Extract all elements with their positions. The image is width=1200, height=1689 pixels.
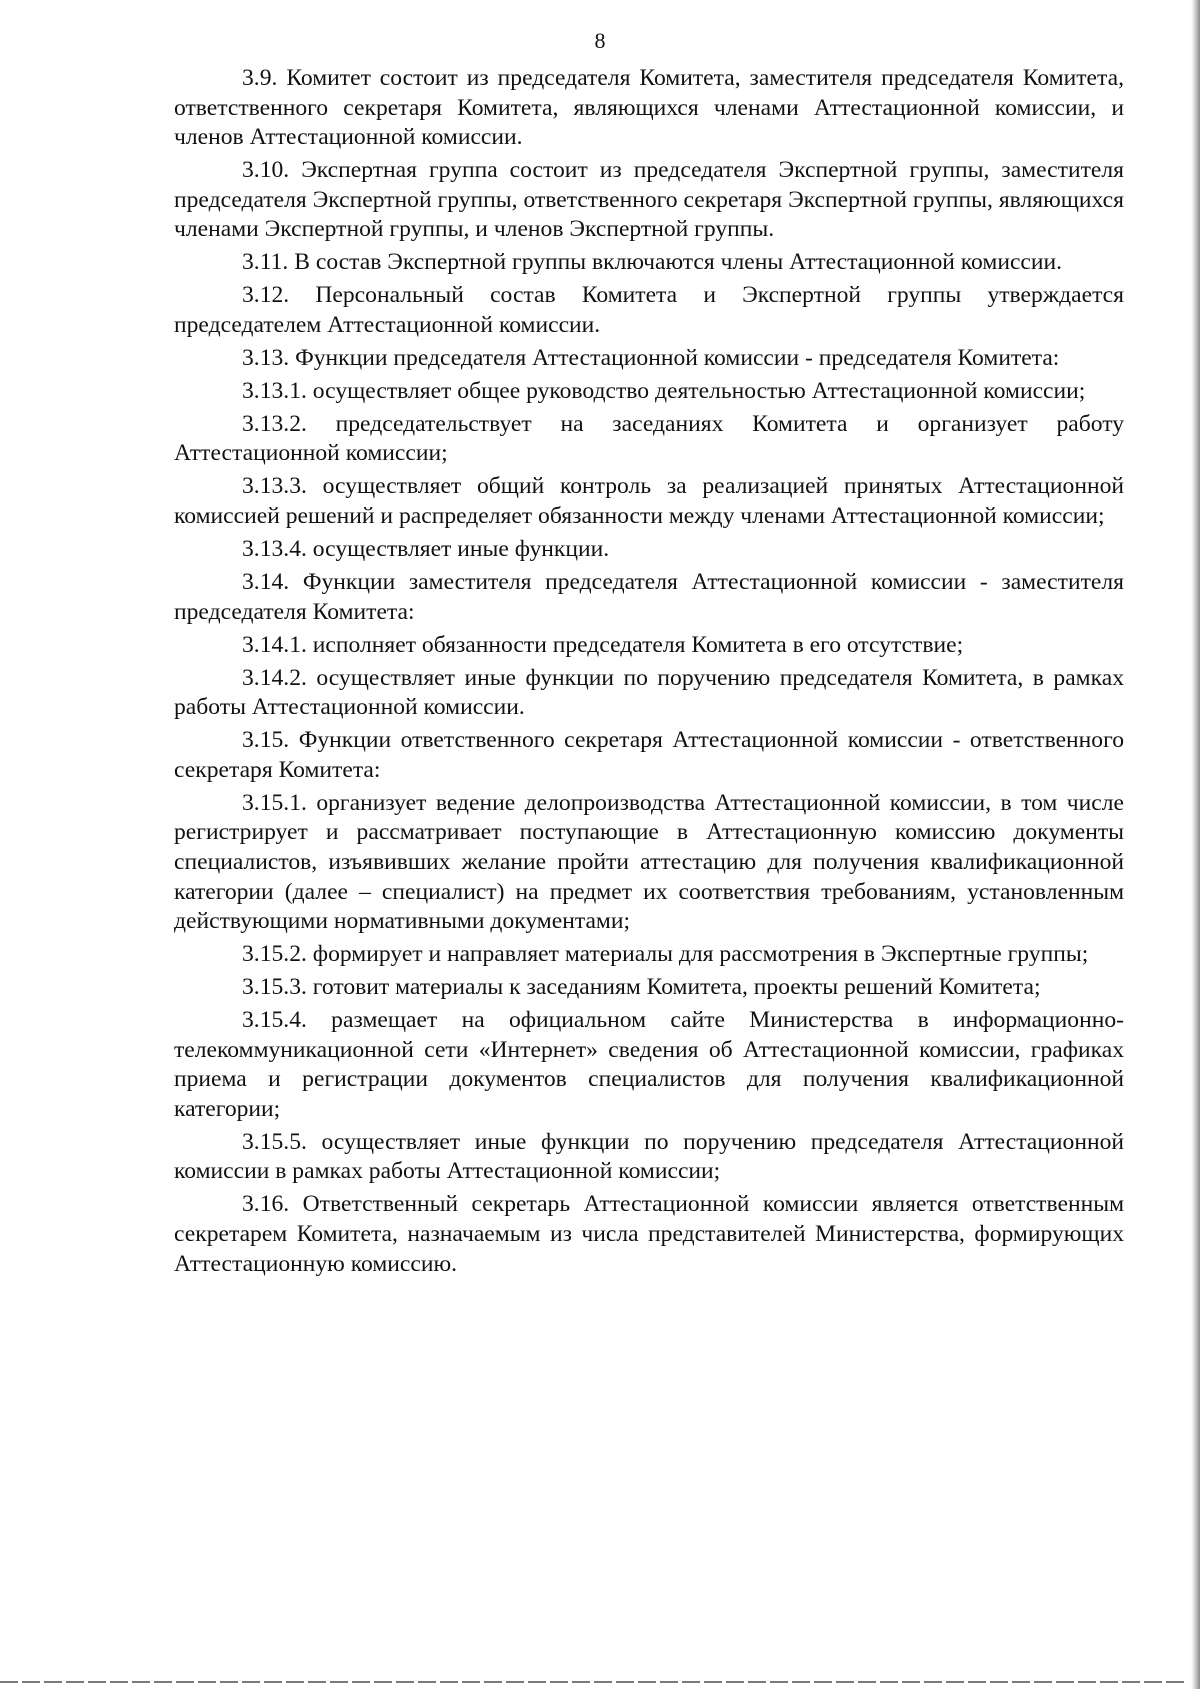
paragraph-3-9: 3.9. Комитет состоит из председателя Комитета, заместителя председателя Комитета, ответственного секретаря Комитета, являющихся членами Аттестационной комиссии, и членов Аттестационной комиссии. xyxy=(174,65,1124,151)
paragraph-3-13-2: 3.13.2. председательствует на заседаниях Комитета и организует работу Аттестационной комиссии; xyxy=(174,410,1124,467)
paragraph-3-11: 3.11. В состав Экспертной группы включаются члены Аттестационной комиссии. xyxy=(242,249,1063,276)
document-body xyxy=(174,64,1124,1283)
scan-edge-bottom xyxy=(0,1681,1185,1683)
paragraph-3-13-1: 3.13.1. осуществляет общее руководство деятельностью Аттестационной комиссии; xyxy=(242,377,1086,404)
paragraph-3-15-5: 3.15.5. осуществляет иные функции по поручению председателя Аттестационной комиссии в рамках работы Аттестационной комиссии; xyxy=(174,1128,1124,1185)
paragraph-3-14-1: 3.14.1. исполняет обязанности председателя Комитета в его отсутствие; xyxy=(242,631,964,658)
paragraph-3-13-3: 3.13.3. осуществляет общий контроль за реализацией принятых Аттестационной комиссией решений и распределяет обязанности между членами Аттестационной комиссии; xyxy=(174,473,1124,530)
paragraph-3-13-4: 3.13.4. осуществляет иные функции. xyxy=(242,536,610,563)
paragraph-3-14: 3.14. Функции заместителя председателя Аттестационной комиссии - заместителя председателя Комитета: xyxy=(174,569,1124,625)
paragraph-3-15-3: 3.15.3. готовит материалы к заседаниям Комитета, проекты решений Комитета; xyxy=(242,974,1041,1001)
scan-edge-shadow xyxy=(1191,0,1200,1689)
paragraph-3-15-4: 3.15.4. размещает на официальном сайте Министерства в информационно-телекоммуникационной сети «Интернет» сведения об Аттестационной комиссии, графиках приема и регистрации документов специалистов для получения квалификационной категории; xyxy=(174,1007,1124,1122)
paragraph-3-13: 3.13. Функции председателя Аттестационной комиссии - председателя Комитета: xyxy=(242,344,1060,371)
paragraph-3-16: 3.16. Ответственный секретарь Аттестационной комиссии является ответственным секретарем Комитета, назначаемым из числа представителей Министерства, формирующих Аттестационную комиссию. xyxy=(174,1191,1124,1277)
paragraph-3-10: 3.10. Экспертная группа состоит из председателя Экспертной группы, заместителя председателя Экспертной группы, ответственного секретаря Экспертной группы, являющихся членами Экспертной группы, и членов Экспертной группы. xyxy=(174,157,1124,243)
paragraph-3-15-2: 3.15.2. формирует и направляет материалы для рассмотрения в Экспертные группы; xyxy=(242,941,1089,968)
page-number: 8 xyxy=(594,28,606,53)
paragraph-3-15: 3.15. Функции ответственного секретаря Аттестационной комиссии - ответственного секретаря Комитета: xyxy=(174,727,1124,783)
paragraph-3-15-1: 3.15.1. организует ведение делопроизводства Аттестационной комиссии, в том числе регистрирует и рассматривает поступающие в Аттестационную комиссию документы специалистов, изъявивших желание пройти аттестацию для получения квалификационной категории (далее – специалист) на предмет их соответствия требованиям, установленным действующими нормативными документами; xyxy=(174,789,1124,935)
paragraph-3-12: 3.12. Персональный состав Комитета и Экспертной группы утверждается председателем Аттестационной комиссии. xyxy=(174,282,1124,338)
paragraph-3-14-2: 3.14.2. осуществляет иные функции по поручению председателя Комитета, в рамках работы Аттестационной комиссии. xyxy=(174,664,1124,721)
